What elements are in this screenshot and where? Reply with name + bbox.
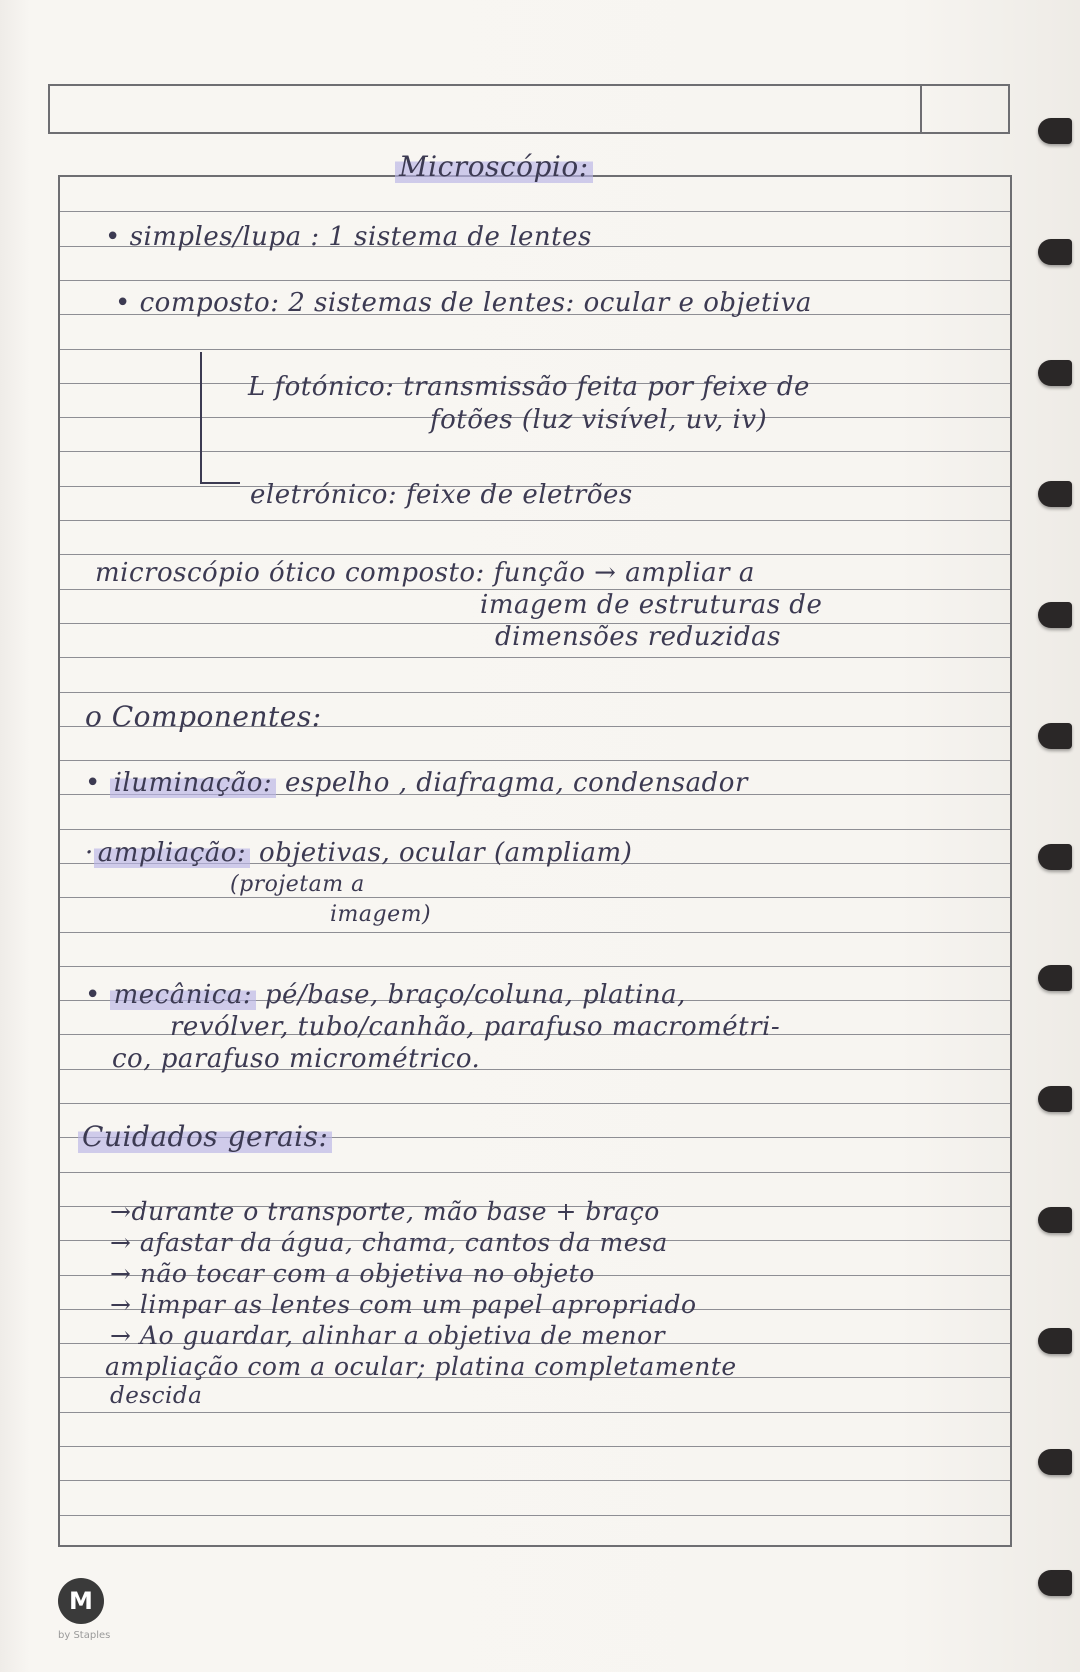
- ruled-line: [60, 280, 1010, 281]
- ruled-line: [60, 1480, 1010, 1481]
- label-ampliacao: ampliação:: [94, 838, 250, 868]
- binding-ring: [1038, 965, 1072, 991]
- ruled-line: [60, 520, 1010, 521]
- ruled-line: [60, 1103, 1010, 1104]
- page-title-text: Microscópio:: [395, 150, 593, 183]
- ruled-line: [60, 1412, 1010, 1413]
- text-mecanica: pé/base, braço/coluna, platina,: [264, 980, 686, 1010]
- text-iluminacao: espelho , diafragma, condensador: [284, 768, 748, 798]
- ruled-line: [60, 1172, 1010, 1173]
- note-line-otico-3: dimensões reduzidas: [495, 622, 781, 652]
- note-line-cuidado-6: ampliação com a ocular; platina completamente: [105, 1352, 737, 1381]
- binding-ring: [1038, 1207, 1072, 1233]
- note-line-projetam-1: (projetam a: [230, 872, 365, 897]
- binding-ring: [1038, 118, 1072, 144]
- note-line-simples: • simples/lupa : 1 sistema de lentes: [105, 222, 592, 252]
- ruled-line: [60, 1446, 1010, 1447]
- ruled-line: [60, 554, 1010, 555]
- ruled-line: [60, 932, 1010, 933]
- ruled-line: [60, 657, 1010, 658]
- bracket-line: [200, 352, 202, 482]
- note-line-cuidado-3: → não tocar com a objetiva no objeto: [110, 1259, 595, 1288]
- note-line-cuidado-5: → Ao guardar, alinhar a objetiva de menor: [110, 1321, 666, 1350]
- binding-ring: [1038, 481, 1072, 507]
- note-line-cuidado-4: → limpar as lentes com um papel apropriado: [110, 1290, 697, 1319]
- binding-ring: [1038, 1449, 1072, 1475]
- section-cuidados-text: Cuidados gerais:: [78, 1120, 332, 1153]
- brand-subtitle: by Staples: [58, 1630, 111, 1641]
- ruled-line: [60, 966, 1010, 967]
- binding-ring: [1038, 723, 1072, 749]
- label-iluminacao: iluminação:: [110, 768, 277, 798]
- note-line-otico-1: microscópio ótico composto: função → ampliar a: [95, 558, 755, 588]
- note-line-otico-2: imagem de estruturas de: [480, 590, 823, 620]
- note-line-fotonico-1: L fotónico: transmissão feita por feixe de: [248, 372, 810, 402]
- binding-ring: [1038, 1570, 1072, 1596]
- note-line-projetam-2: imagem): [330, 902, 432, 927]
- section-componentes: o Componentes:: [85, 700, 322, 733]
- header-box: [48, 84, 1010, 134]
- spiral-binding: [1020, 0, 1080, 1672]
- binding-ring: [1038, 602, 1072, 628]
- note-line-mecanica: • mecânica: pé/base, braço/coluna, platina,: [85, 980, 686, 1010]
- ruled-line: [60, 349, 1010, 350]
- note-line-mecanica-3: co, parafuso micrométrico.: [112, 1044, 481, 1074]
- ruled-line: [60, 1515, 1010, 1516]
- text-ampliacao: objetivas, ocular (ampliam): [258, 838, 633, 868]
- note-line-fotonico-2: fotões (luz visível, uv, iv): [430, 405, 768, 435]
- bracket-foot: [200, 482, 240, 484]
- note-line-cuidado-1: →durante o transporte, mão base + braço: [110, 1197, 660, 1226]
- binding-ring: [1038, 844, 1072, 870]
- note-line-ampliacao: · ampliação: objetivas, ocular (ampliam): [85, 838, 633, 868]
- section-cuidados: [78, 1120, 332, 1153]
- ruled-line: [60, 692, 1010, 693]
- ruled-line: [60, 760, 1010, 761]
- binding-ring: [1038, 239, 1072, 265]
- binding-ring: [1038, 1086, 1072, 1112]
- header-divider: [920, 86, 922, 132]
- ruled-line: [60, 829, 1010, 830]
- binding-ring: [1038, 360, 1072, 386]
- note-line-mecanica-2: revólver, tubo/canhão, parafuso macrométri-: [170, 1012, 781, 1042]
- brand-logo: M: [58, 1578, 104, 1624]
- note-line-cuidado-2: → afastar da água, chama, cantos da mesa: [110, 1228, 668, 1257]
- ruled-line: [60, 211, 1010, 212]
- page-title: [395, 150, 593, 183]
- ruled-line: [60, 897, 1010, 898]
- ruled-line: [60, 451, 1010, 452]
- note-line-cuidado-7: descida: [110, 1383, 203, 1409]
- binding-ring: [1038, 1328, 1072, 1354]
- label-mecanica: mecânica:: [110, 980, 257, 1010]
- note-line-composto: • composto: 2 sistemas de lentes: ocular e objetiva: [115, 288, 812, 318]
- note-line-iluminacao: • iluminação: espelho , diafragma, condensador: [85, 768, 748, 798]
- note-line-eletronico: eletrónico: feixe de eletrões: [250, 480, 633, 510]
